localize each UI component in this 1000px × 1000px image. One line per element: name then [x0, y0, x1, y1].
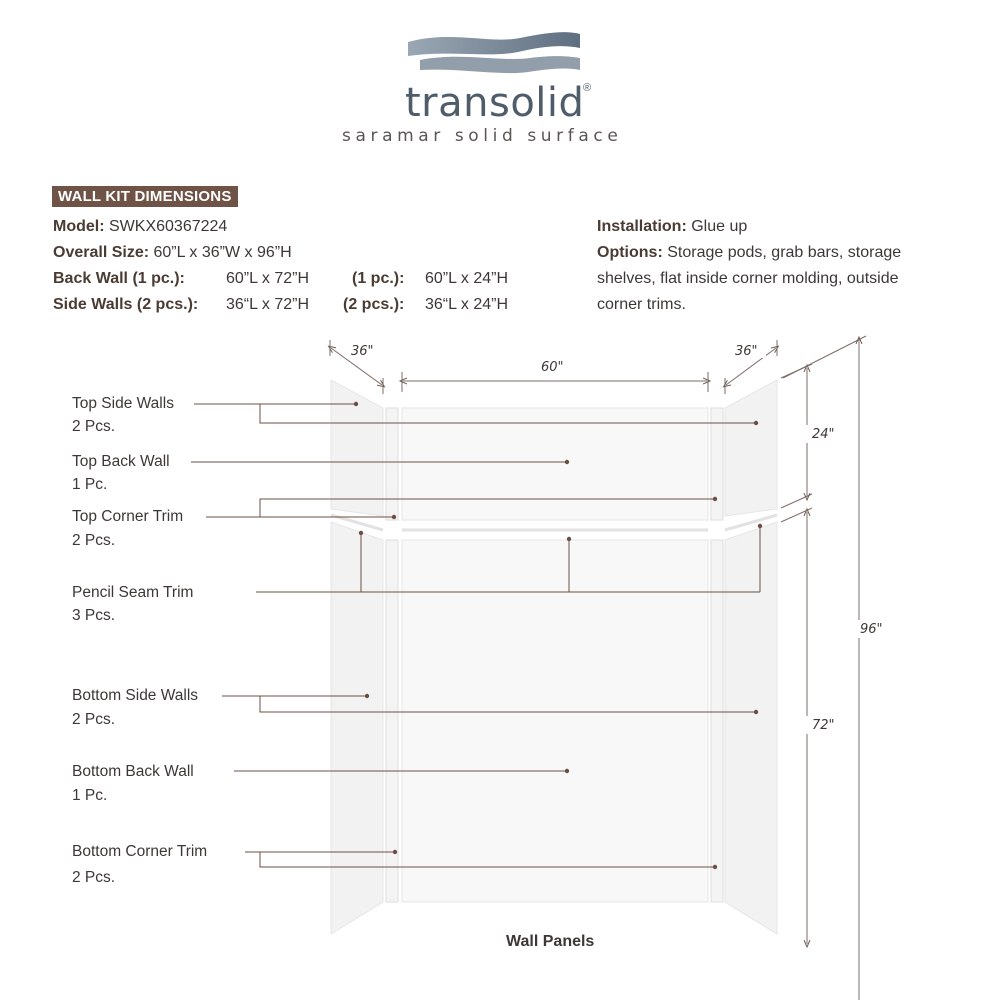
total-height-label: 96" — [860, 622, 883, 637]
options-line-1: Storage pods, grab bars, storage — [667, 244, 902, 261]
installation-label: Installation: — [597, 218, 687, 235]
component-qty: 1 Pc. — [72, 787, 108, 804]
back-wall-count-label: (1 pc.): — [352, 270, 405, 287]
side-walls-value-1: 36“L x 72”H — [226, 296, 309, 313]
back-wall-label: Back Wall (1 pc.): — [53, 270, 185, 287]
top-back-wall — [402, 408, 708, 520]
model-value: SWKX60367224 — [109, 218, 228, 235]
installation-spec — [597, 218, 747, 236]
diagram-caption: Wall Panels — [506, 933, 595, 950]
options-label: Options: — [597, 244, 663, 261]
options-spec — [597, 244, 901, 262]
registered-mark: ® — [583, 82, 592, 94]
back-wall-value-1: 60”L x 72”H — [226, 270, 309, 287]
side-walls-label-2 — [343, 296, 404, 314]
component-name: Bottom Side Walls — [72, 687, 199, 704]
component-qty: 2 Pcs. — [72, 869, 116, 886]
section-title: WALL KIT DIMENSIONS — [52, 186, 238, 207]
side-walls-spec — [53, 296, 198, 314]
left-width-label: 36" — [351, 344, 374, 359]
component-name: Top Side Walls — [72, 395, 174, 412]
top-right-side-wall — [725, 380, 777, 516]
options-line-2: shelves, flat inside corner molding, outside — [597, 270, 899, 287]
model-spec — [53, 218, 227, 236]
component-qty: 3 Pcs. — [72, 607, 116, 624]
bottom-back-wall — [402, 540, 708, 902]
side-walls-label: Side Walls (2 pcs.): — [53, 296, 199, 313]
right-width-label: 36" — [735, 344, 758, 359]
top-height-label: 24" — [812, 427, 835, 442]
brand-tagline: saramar solid surface — [342, 126, 623, 146]
side-walls-count-label: (2 pcs.): — [343, 296, 405, 313]
back-width-label: 60" — [541, 360, 564, 375]
component-qty: 2 Pcs. — [72, 532, 116, 549]
model-label: Model: — [53, 218, 105, 235]
back-wall-value-2: 60”L x 24”H — [425, 270, 508, 287]
bottom-height-label: 72" — [812, 718, 835, 733]
component-name: Bottom Back Wall — [72, 763, 194, 780]
overall-size-label: Overall Size: — [53, 244, 150, 261]
bottom-right-side-wall — [725, 522, 777, 934]
component-name: Pencil Seam Trim — [72, 584, 194, 601]
options-line-3: corner trims. — [597, 296, 686, 313]
installation-value: Glue up — [691, 218, 748, 235]
component-name: Top Corner Trim — [72, 508, 184, 525]
component-qty: 2 Pcs. — [72, 711, 116, 728]
back-wall-spec — [53, 270, 185, 288]
component-name: Top Back Wall — [72, 453, 170, 470]
logo-wave-icon — [408, 32, 580, 73]
back-wall-label-2 — [352, 270, 404, 288]
brand-name: transolid — [405, 80, 585, 126]
overall-size-spec — [53, 244, 292, 262]
component-name: Bottom Corner Trim — [72, 843, 208, 860]
bottom-left-side-wall — [331, 522, 383, 934]
overall-size-value: 60”L x 36”W x 96”H — [153, 244, 292, 261]
component-qty: 1 Pc. — [72, 476, 108, 493]
component-qty: 2 Pcs. — [72, 418, 116, 435]
top-left-side-wall — [331, 380, 383, 516]
side-walls-value-2: 36“L x 24”H — [425, 296, 508, 313]
